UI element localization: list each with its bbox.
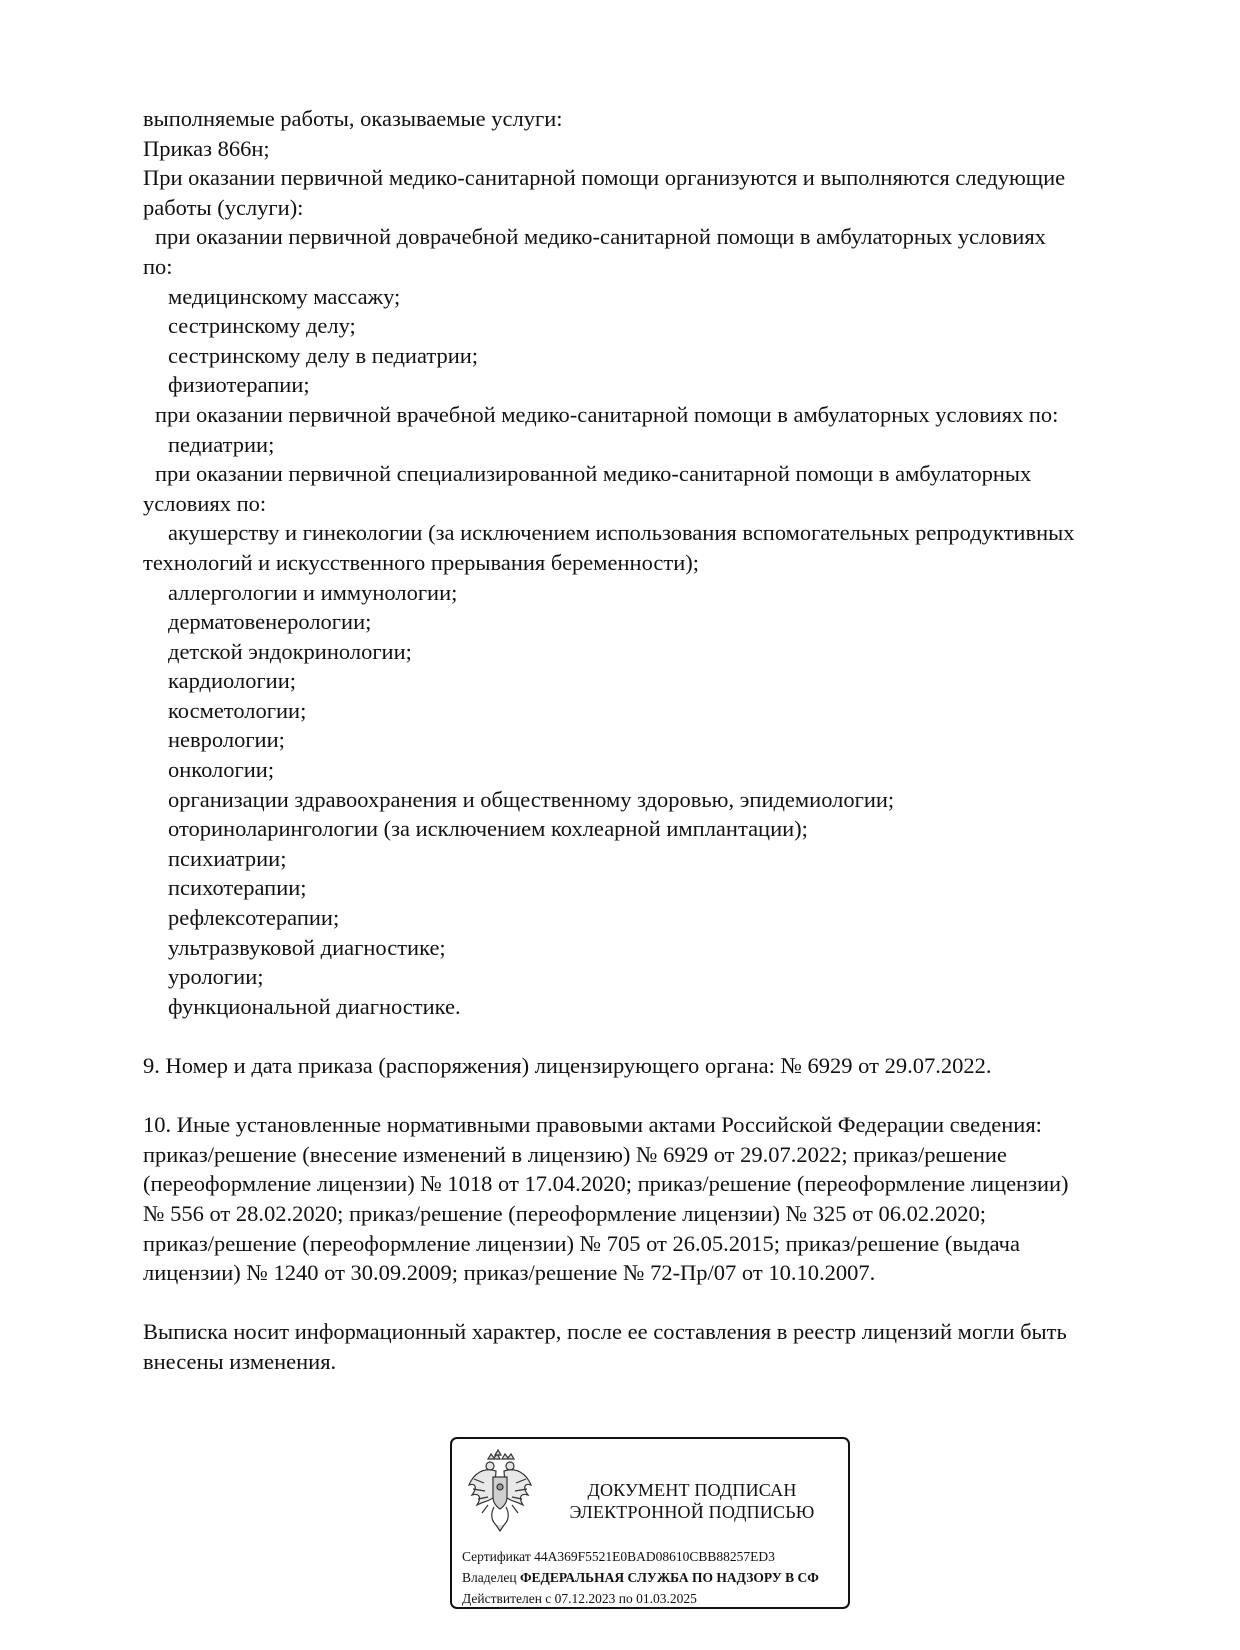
stamp-title-line: ЭЛЕКТРОННОЙ ПОДПИСЬЮ (569, 1502, 815, 1522)
text-line: при оказании первичной доврачебной медико-санитарной помощи в амбулаторных условиях (155, 224, 1046, 250)
list-item: урологии; (168, 964, 264, 990)
item-10-line: лицензии) № 1240 от 30.09.2009; приказ/решение № 72-Пр/07 от 10.10.2007. (143, 1260, 876, 1286)
list-item: педиатрии; (168, 431, 275, 457)
certificate-value: 44A369F5521E0BAD08610CBB88257ED3 (534, 1549, 775, 1564)
list-item: аллергологии и иммунологии; (168, 579, 458, 605)
text-line: Приказ 866н; (143, 135, 270, 161)
owner-row (462, 1567, 819, 1588)
certificate-label: Сертификат (462, 1549, 531, 1564)
stamp-title (552, 1479, 832, 1523)
note-line: Выписка носит информационный характер, после ее составления в реестр лицензий могли быть (143, 1319, 1067, 1345)
item-10-line: 10. Иные установленные нормативными правовыми актами Российской Федерации сведения: (143, 1112, 1042, 1138)
text-line: работы (услуги): (143, 194, 304, 220)
list-item: детской эндокринологии; (168, 638, 412, 664)
list-item: оториноларингологии (за исключением кохлеарной имплантации); (168, 816, 808, 842)
item-10-line: № 556 от 28.02.2020; приказ/решение (переоформление лицензии) № 325 от 06.02.2020; (143, 1200, 986, 1226)
text-line: при оказании первичной врачебной медико-санитарной помощи в амбулаторных условиях по: (155, 401, 1059, 427)
stamp-title-line: ДОКУМЕНТ ПОДПИСАН (587, 1480, 797, 1500)
list-item: сестринскому делу; (168, 313, 356, 339)
list-item: организации здравоохранения и общественному здоровью, эпидемиологии; (168, 786, 895, 812)
text-line: по: (143, 253, 173, 279)
text-line: при оказании первичной специализированной медико-санитарной помощи в амбулаторных (155, 461, 1032, 487)
list-item: неврологии; (168, 727, 285, 753)
validity-row: Действителен с 07.12.2023 по 01.03.2025 (462, 1591, 697, 1606)
text-line: технологий и искусственного прерывания беременности); (143, 549, 700, 575)
spacer (143, 1288, 1163, 1318)
list-item: дерматовенерологии; (168, 609, 372, 635)
note-line: внесены изменения. (143, 1348, 337, 1374)
item-10-line: приказ/решение (переоформление лицензии) № 705 от 26.05.2015; приказ/решение (выдача (143, 1230, 1020, 1256)
item-10-line: приказ/решение (внесение изменений в лицензию) № 6929 от 29.07.2022; приказ/решение (143, 1141, 1007, 1167)
text-line: При оказании первичной медико-санитарной помощи организуются и выполняются следующие (143, 165, 1066, 191)
list-item: функциональной диагностике. (168, 993, 461, 1019)
list-item: психотерапии; (168, 875, 307, 901)
list-item: онкологии; (168, 757, 275, 783)
item-10-line: (переоформление лицензии) № 1018 от 17.04.2020; приказ/решение (переоформление лицензии) (143, 1171, 1069, 1197)
list-item: кардиологии; (168, 668, 297, 694)
text-line: условиях по: (143, 490, 267, 516)
document-body (143, 104, 1163, 1377)
list-item: ультразвуковой диагностике; (168, 934, 446, 960)
spacer (143, 1021, 1163, 1051)
certificate-row (462, 1546, 819, 1567)
coat-of-arms-icon (466, 1449, 534, 1533)
item-9: 9. Номер и дата приказа (распоряжения) лицензирующего органа: № 6929 от 29.07.2022. (143, 1053, 992, 1078)
owner-value: ФЕДЕРАЛЬНАЯ СЛУЖБА ПО НАДЗОРУ В СФ (519, 1570, 819, 1585)
list-item: психиатрии; (168, 845, 287, 871)
list-item: медицинскому массажу; (168, 283, 401, 309)
list-item: акушерству и гинекологии (за исключением использования вспомогательных репродуктивных (168, 520, 1075, 546)
stamp-details (462, 1546, 819, 1609)
electronic-signature-stamp (450, 1437, 850, 1609)
list-item: косметологии; (168, 697, 307, 723)
list-item: физиотерапии; (168, 372, 310, 398)
owner-label: Владелец (462, 1570, 517, 1585)
spacer (143, 1081, 1163, 1111)
list-item: рефлексотерапии; (168, 905, 340, 931)
text-line: выполняемые работы, оказываемые услуги: (143, 106, 563, 131)
list-item: сестринскому делу в педиатрии; (168, 342, 479, 368)
